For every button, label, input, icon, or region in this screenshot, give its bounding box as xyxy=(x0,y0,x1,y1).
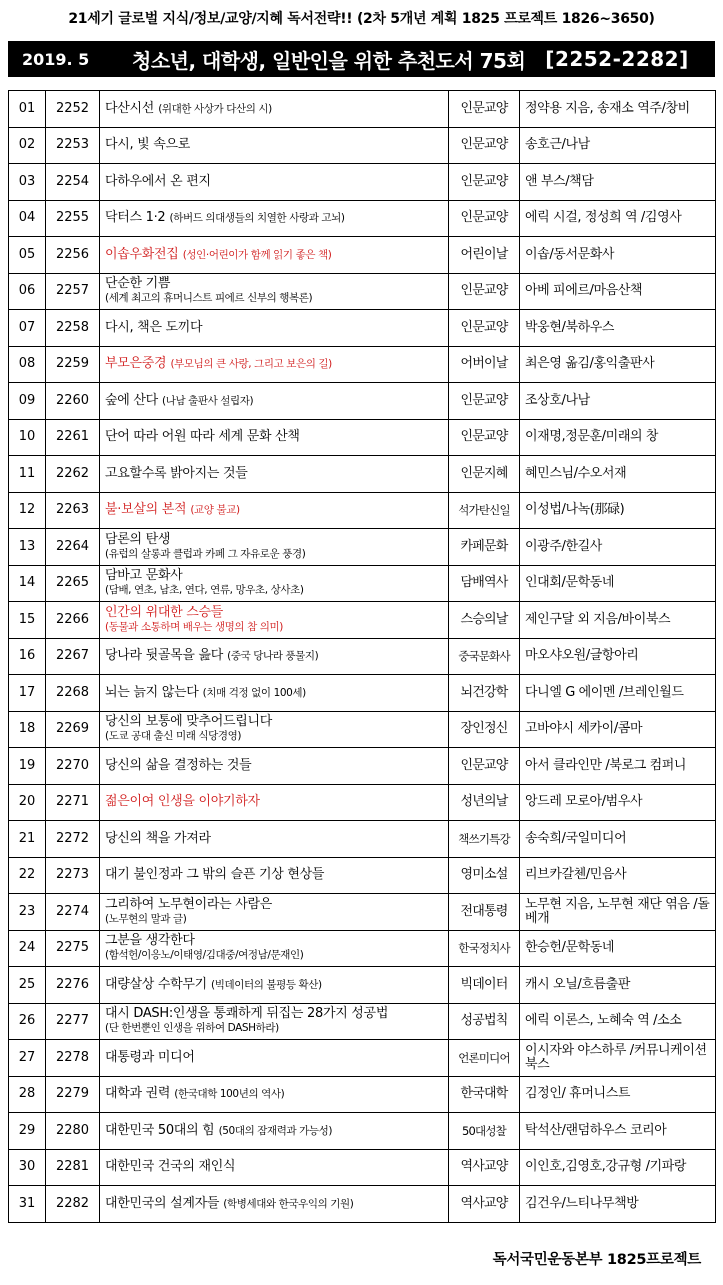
book-author-publisher: 에릭 이론스, 노혜숙 역 /소소 xyxy=(520,1003,716,1040)
table-row xyxy=(9,310,716,347)
book-category: 인문교양 xyxy=(449,310,520,347)
book-title-cell xyxy=(100,967,449,1004)
row-number: 08 xyxy=(9,346,46,383)
book-title: 대한민국 건국의 재인식 xyxy=(105,1159,236,1175)
table-row xyxy=(9,529,716,566)
book-author-publisher: 조상호/나남 xyxy=(520,383,716,420)
table-row xyxy=(9,127,716,164)
book-author-publisher: 이성법/나녹(那碌) xyxy=(520,492,716,529)
book-title: 대량살상 수학무기 xyxy=(105,976,207,992)
book-author-publisher: 김정인/ 휴머니스트 xyxy=(520,1076,716,1113)
table-row xyxy=(9,1003,716,1040)
book-category: 전대통령 xyxy=(449,894,520,931)
book-title-cell xyxy=(100,711,449,748)
book-subtitle: (담배, 연초, 남초, 연다, 연류, 망우초, 상사초) xyxy=(105,584,304,597)
row-number: 01 xyxy=(9,91,46,128)
table-row xyxy=(9,711,716,748)
table-row xyxy=(9,1113,716,1150)
book-author-publisher: 이광주/한길사 xyxy=(520,529,716,566)
book-code: 2253 xyxy=(46,127,100,164)
book-title-cell xyxy=(100,638,449,675)
book-category: 인문교양 xyxy=(449,91,520,128)
table-row xyxy=(9,456,716,493)
issue-date: 2019. 5 xyxy=(22,49,90,69)
book-subtitle: (단 한번뿐인 인생을 위하여 DASH하라) xyxy=(105,1022,279,1035)
book-title-cell xyxy=(100,1113,449,1150)
book-code: 2265 xyxy=(46,565,100,602)
book-title-cell xyxy=(100,1040,449,1077)
row-number: 16 xyxy=(9,638,46,675)
book-title-cell xyxy=(100,456,449,493)
book-title-cell xyxy=(100,492,449,529)
book-category: 한국정치사 xyxy=(449,930,520,967)
book-subtitle: (한국대학 100년의 역사) xyxy=(174,1088,285,1101)
book-title-cell xyxy=(100,602,449,639)
row-number: 27 xyxy=(9,1040,46,1077)
book-author-publisher: 리브카갈첸/민음사 xyxy=(520,857,716,894)
book-title: 대기 불인정과 그 밖의 슬픈 기상 현상들 xyxy=(105,867,325,883)
book-category: 인문교양 xyxy=(449,164,520,201)
book-author-publisher: 이솝/동서문화사 xyxy=(520,237,716,274)
book-code: 2263 xyxy=(46,492,100,529)
row-number: 20 xyxy=(9,784,46,821)
book-title: 닥터스 1·2 xyxy=(105,210,166,226)
page-subtitle: 21세기 글로벌 지식/정보/교양/지혜 독서전략!! (2차 5개년 계획 1825 프로젝트 1826~3650) xyxy=(68,11,655,27)
book-code: 2278 xyxy=(46,1040,100,1077)
book-subtitle: (유럽의 살롱과 클럽과 카페 그 자유로운 풍경) xyxy=(105,547,306,560)
table-row xyxy=(9,346,716,383)
book-category: 한국대학 xyxy=(449,1076,520,1113)
book-subtitle: (노무현의 말과 글) xyxy=(105,912,187,925)
book-author-publisher: 다니엘 G 에이멘 /브레인월드 xyxy=(520,675,716,712)
table-row xyxy=(9,857,716,894)
book-code: 2279 xyxy=(46,1076,100,1113)
book-code: 2255 xyxy=(46,200,100,237)
book-code: 2266 xyxy=(46,602,100,639)
book-author-publisher: 아서 클라인만 /북로그 컴퍼니 xyxy=(520,748,716,785)
book-title: 다시, 책은 도끼다 xyxy=(105,319,203,335)
book-title: 숲에 산다 xyxy=(105,392,158,408)
table-row xyxy=(9,383,716,420)
book-title: 대통령과 미디어 xyxy=(105,1049,195,1065)
table-row xyxy=(9,91,716,128)
book-category: 스승의날 xyxy=(449,602,520,639)
book-title-cell xyxy=(100,857,449,894)
book-title: 이솝우화전집 xyxy=(105,246,179,262)
table-row xyxy=(9,419,716,456)
book-author-publisher: 최은영 옮김/홍익출판사 xyxy=(520,346,716,383)
table-row xyxy=(9,602,716,639)
book-category: 인문교양 xyxy=(449,748,520,785)
row-number: 22 xyxy=(9,857,46,894)
book-category: 담배역사 xyxy=(449,565,520,602)
book-title: 다산시선 xyxy=(105,100,155,116)
book-subtitle: (치매 걱정 없이 100세) xyxy=(202,686,306,699)
book-title: 다하우에서 온 편지 xyxy=(105,173,211,189)
book-title: 젊은이여 인생을 이야기하자 xyxy=(105,794,260,810)
book-title: 다시, 빛 속으로 xyxy=(105,137,191,153)
row-number: 05 xyxy=(9,237,46,274)
book-subtitle: (50대의 잠재력과 가능성) xyxy=(218,1124,333,1137)
book-subtitle: (교양 불교) xyxy=(190,504,240,517)
book-title-cell xyxy=(100,565,449,602)
row-number: 09 xyxy=(9,383,46,420)
row-number: 30 xyxy=(9,1149,46,1186)
book-title: 단어 따라 어원 따라 세계 문화 산책 xyxy=(105,429,300,445)
book-author-publisher: 마오샤오원/글항아리 xyxy=(520,638,716,675)
book-category: 성년의날 xyxy=(449,784,520,821)
book-title-cell xyxy=(100,91,449,128)
book-title: 그리하여 노무현이라는 사람은 xyxy=(105,896,273,912)
book-title: 대학과 권력 xyxy=(105,1086,171,1102)
table-row xyxy=(9,273,716,310)
book-category: 인문교양 xyxy=(449,383,520,420)
table-row xyxy=(9,164,716,201)
book-category: 장인정신 xyxy=(449,711,520,748)
table-row xyxy=(9,821,716,858)
book-code: 2272 xyxy=(46,821,100,858)
book-author-publisher: 인대회/문학동네 xyxy=(520,565,716,602)
table-row xyxy=(9,894,716,931)
book-code: 2280 xyxy=(46,1113,100,1150)
table-row xyxy=(9,930,716,967)
book-category: 인문교양 xyxy=(449,127,520,164)
book-code: 2282 xyxy=(46,1186,100,1223)
book-author-publisher: 혜민스님/수오서재 xyxy=(520,456,716,493)
book-title: 인간의 위대한 스승들 xyxy=(105,604,223,620)
book-code: 2271 xyxy=(46,784,100,821)
title-banner xyxy=(8,41,715,77)
row-number: 21 xyxy=(9,821,46,858)
table-row xyxy=(9,784,716,821)
book-title-cell xyxy=(100,894,449,931)
book-category: 카페문화 xyxy=(449,529,520,566)
book-title: 당신의 책을 가져라 xyxy=(105,830,211,846)
book-author-publisher: 노무현 지음, 노무현 재단 엮음 /돌베개 xyxy=(520,894,716,931)
row-number: 31 xyxy=(9,1186,46,1223)
book-subtitle: (하버드 의대생들의 치열한 사랑과 고뇌) xyxy=(169,212,345,225)
book-table xyxy=(8,90,716,1223)
table-row xyxy=(9,638,716,675)
book-code: 2257 xyxy=(46,273,100,310)
book-title-cell xyxy=(100,200,449,237)
book-author-publisher: 캐시 오닐/흐름출판 xyxy=(520,967,716,1004)
row-number: 25 xyxy=(9,967,46,1004)
book-category: 중국문화사 xyxy=(449,638,520,675)
book-author-publisher: 제인구달 외 지음/바이북스 xyxy=(520,602,716,639)
book-title-cell xyxy=(100,310,449,347)
book-category: 어버이날 xyxy=(449,346,520,383)
book-title: 대한민국의 설계자들 xyxy=(105,1195,220,1211)
row-number: 19 xyxy=(9,748,46,785)
book-title-cell xyxy=(100,419,449,456)
book-code: 2254 xyxy=(46,164,100,201)
book-table-body xyxy=(9,91,716,1223)
page-title: 청소년, 대학생, 일반인을 위한 추천도서 75회 xyxy=(132,48,526,73)
row-number: 14 xyxy=(9,565,46,602)
book-code: 2258 xyxy=(46,310,100,347)
footer-organization: 독서국민운동본부 1825프로젝트 xyxy=(492,1252,701,1268)
book-author-publisher: 박웅현/북하우스 xyxy=(520,310,716,347)
book-code: 2270 xyxy=(46,748,100,785)
book-code: 2281 xyxy=(46,1149,100,1186)
book-subtitle: (동물과 소통하며 배우는 생명의 참 의미) xyxy=(105,620,283,633)
book-category: 인문교양 xyxy=(449,419,520,456)
book-title: 당나라 뒷골목을 읊다 xyxy=(105,648,223,664)
book-title: 담론의 탄생 xyxy=(105,531,171,547)
book-subtitle: (세계 최고의 휴머니스트 피에르 신부의 행복론) xyxy=(105,292,313,305)
book-subtitle: (도쿄 공대 출신 미래 식당경영) xyxy=(105,730,242,743)
book-category: 언론미디어 xyxy=(449,1040,520,1077)
row-number: 28 xyxy=(9,1076,46,1113)
book-author-publisher: 앤 부스/책담 xyxy=(520,164,716,201)
book-code: 2262 xyxy=(46,456,100,493)
book-title-cell xyxy=(100,1186,449,1223)
book-title-cell xyxy=(100,675,449,712)
book-author-publisher: 송호근/나남 xyxy=(520,127,716,164)
book-subtitle: (빅데이터의 불평등 확산) xyxy=(211,978,322,991)
book-title: 단순한 기쁨 xyxy=(105,276,171,292)
book-category: 역사교양 xyxy=(449,1149,520,1186)
book-code: 2273 xyxy=(46,857,100,894)
book-code: 2269 xyxy=(46,711,100,748)
book-subtitle: (함석헌/이응노/이태영/김대중/여정남/문재인) xyxy=(105,949,304,962)
row-number: 12 xyxy=(9,492,46,529)
row-number: 18 xyxy=(9,711,46,748)
row-number: 11 xyxy=(9,456,46,493)
book-title-cell xyxy=(100,784,449,821)
book-title-cell xyxy=(100,127,449,164)
table-row xyxy=(9,1149,716,1186)
row-number: 24 xyxy=(9,930,46,967)
book-title-cell xyxy=(100,930,449,967)
table-row xyxy=(9,492,716,529)
book-title: 그분을 생각한다 xyxy=(105,933,195,949)
book-title: 부모은중경 xyxy=(105,356,167,372)
book-subtitle: (학병세대와 한국우익의 기원) xyxy=(223,1197,354,1210)
book-title: 대시 DASH:인생을 통쾌하게 뒤집는 28가지 성공법 xyxy=(105,1006,389,1022)
book-subtitle: (중국 당나라 풍물지) xyxy=(227,650,319,663)
book-category: 어린이날 xyxy=(449,237,520,274)
book-title-cell xyxy=(100,821,449,858)
book-title-cell xyxy=(100,383,449,420)
book-category: 역사교양 xyxy=(449,1186,520,1223)
table-row xyxy=(9,748,716,785)
book-category: 인문지혜 xyxy=(449,456,520,493)
book-code: 2268 xyxy=(46,675,100,712)
book-title-cell xyxy=(100,237,449,274)
book-code: 2261 xyxy=(46,419,100,456)
book-author-publisher: 송숙희/국일미디어 xyxy=(520,821,716,858)
book-category: 뇌건강학 xyxy=(449,675,520,712)
book-code: 2259 xyxy=(46,346,100,383)
book-author-publisher: 김건우/느티나무책방 xyxy=(520,1186,716,1223)
book-category: 영미소설 xyxy=(449,857,520,894)
table-row xyxy=(9,237,716,274)
book-title-cell xyxy=(100,1149,449,1186)
row-number: 26 xyxy=(9,1003,46,1040)
row-number: 29 xyxy=(9,1113,46,1150)
row-number: 02 xyxy=(9,127,46,164)
book-code: 2275 xyxy=(46,930,100,967)
table-row xyxy=(9,1040,716,1077)
book-title: 불·보살의 본적 xyxy=(105,502,187,518)
book-title: 당신의 보통에 맞추어드립니다 xyxy=(105,714,273,730)
book-category: 성공법칙 xyxy=(449,1003,520,1040)
book-title: 고요할수록 밝아지는 것들 xyxy=(105,465,248,481)
book-category: 인문교양 xyxy=(449,273,520,310)
book-subtitle: (나남 출판사 설립자) xyxy=(162,394,254,407)
book-subtitle: (위대한 사상가 다산의 시) xyxy=(158,102,272,115)
book-title-cell xyxy=(100,748,449,785)
book-code: 2264 xyxy=(46,529,100,566)
book-category: 석가탄신일 xyxy=(449,492,520,529)
book-code: 2277 xyxy=(46,1003,100,1040)
row-number: 17 xyxy=(9,675,46,712)
book-category: 책쓰기특강 xyxy=(449,821,520,858)
book-title-cell xyxy=(100,346,449,383)
book-subtitle: (성인·어린이가 함께 읽기 좋은 책) xyxy=(182,248,332,261)
book-title: 담바고 문화사 xyxy=(105,568,183,584)
book-category: 빅데이터 xyxy=(449,967,520,1004)
book-author-publisher: 이재명,정문훈/미래의 창 xyxy=(520,419,716,456)
row-number: 03 xyxy=(9,164,46,201)
book-author-publisher: 이인호,김영호,강규형 /기파랑 xyxy=(520,1149,716,1186)
table-row xyxy=(9,967,716,1004)
book-author-publisher: 이시자와 야스하루 /커뮤니케이션 북스 xyxy=(520,1040,716,1077)
table-row xyxy=(9,1076,716,1113)
book-title: 뇌는 늙지 않는다 xyxy=(105,684,199,700)
row-number: 13 xyxy=(9,529,46,566)
table-row xyxy=(9,200,716,237)
book-title: 대한민국 50대의 힘 xyxy=(105,1122,215,1138)
table-row xyxy=(9,565,716,602)
book-code: 2274 xyxy=(46,894,100,931)
book-author-publisher: 에릭 시걸, 정성희 역 /김영사 xyxy=(520,200,716,237)
table-row xyxy=(9,675,716,712)
book-title-cell xyxy=(100,273,449,310)
book-code: 2267 xyxy=(46,638,100,675)
book-subtitle: (부모님의 큰 사랑, 그리고 보은의 길) xyxy=(170,358,332,371)
book-author-publisher: 고바야시 세카이/콤마 xyxy=(520,711,716,748)
book-author-publisher: 탁석산/랜덤하우스 코리아 xyxy=(520,1113,716,1150)
book-author-publisher: 아베 피에르/마음산책 xyxy=(520,273,716,310)
book-category: 50대성찰 xyxy=(449,1113,520,1150)
book-author-publisher: 정약용 지음, 송재소 역주/창비 xyxy=(520,91,716,128)
row-number: 07 xyxy=(9,310,46,347)
row-number: 04 xyxy=(9,200,46,237)
book-category: 인문교양 xyxy=(449,200,520,237)
row-number: 06 xyxy=(9,273,46,310)
book-title-cell xyxy=(100,1003,449,1040)
book-code: 2276 xyxy=(46,967,100,1004)
book-author-publisher: 한승헌/문학동네 xyxy=(520,930,716,967)
book-title-cell xyxy=(100,164,449,201)
row-number: 15 xyxy=(9,602,46,639)
table-row xyxy=(9,1186,716,1223)
row-number: 23 xyxy=(9,894,46,931)
number-range: [2252-2282] xyxy=(545,47,689,71)
book-title-cell xyxy=(100,529,449,566)
book-code: 2252 xyxy=(46,91,100,128)
book-code: 2256 xyxy=(46,237,100,274)
book-title: 당신의 삶을 결정하는 것들 xyxy=(105,757,252,773)
book-author-publisher: 앙드레 모로아/범우사 xyxy=(520,784,716,821)
row-number: 10 xyxy=(9,419,46,456)
book-code: 2260 xyxy=(46,383,100,420)
book-title-cell xyxy=(100,1076,449,1113)
